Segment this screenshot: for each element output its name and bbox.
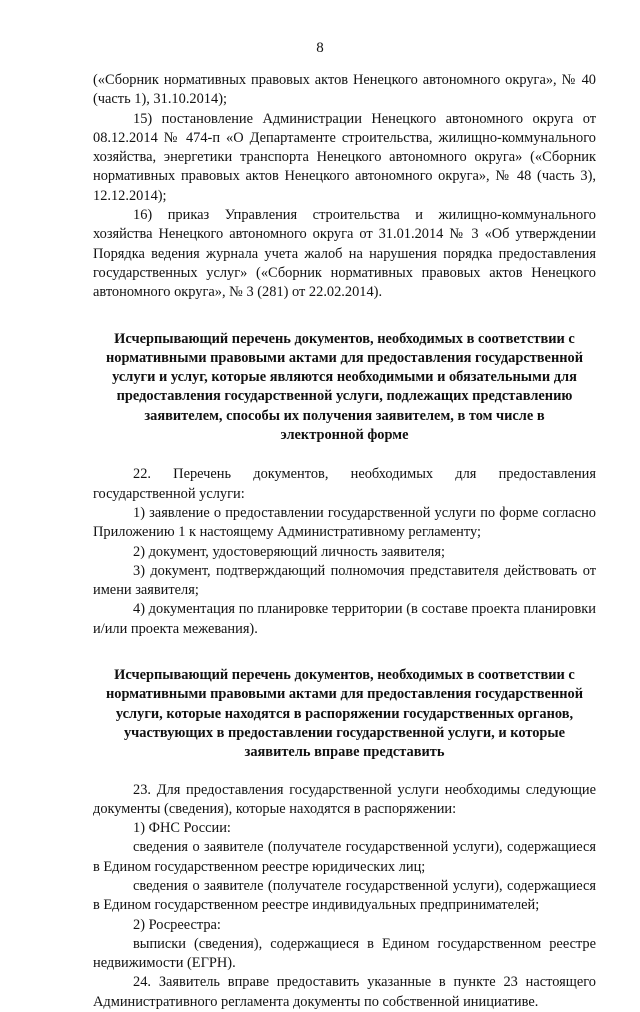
paragraph-24: 24. Заявитель вправе предоставить указанные в пункте 23 настоящего Административного регламента документы по собственной инициативе. bbox=[93, 974, 596, 1010]
paragraph-egrn-extracts: выписки (сведения), содержащиеся в Едином государственном реестре недвижимости (ЕГРН). bbox=[93, 935, 596, 972]
paragraph-22: 22. Перечень документов, необходимых для предоставления государственной услуги: bbox=[93, 466, 596, 502]
list-item-identity-document: 2) документ, удостоверяющий личность заявителя; bbox=[133, 543, 445, 560]
section-heading-required-documents: Исчерпывающий перечень документов, необходимых в соответствии с нормативными правовыми актами для предоставления государственной услуги и услуг, которые являются необходимыми и обязательными для предоставления государственной услуги, подлежащих представлению заявителем, способы их получения заявителем, в том числе в электронной форме bbox=[105, 330, 584, 444]
paragraph-egrip-info: сведения о заявителе (получателе государственной услуги), содержащиеся в Едином государственном реестре индивидуальных предпринимателей; bbox=[93, 877, 596, 914]
section-heading-agency-documents: Исчерпывающий перечень документов, необходимых в соответствии с нормативными правовыми актами для предоставления государственной услуги, которые находятся в распоряжении государственных органов, участвующих в предоставлении государственной услуги, и которые заявитель вправе представить bbox=[105, 667, 584, 761]
list-item-planning-documentation: 4) документация по планировке территории (в составе проекта планировки и/или проекта межевания). bbox=[93, 601, 596, 637]
list-item-authority-document: 3) документ, подтверждающий полномочия представителя действовать от имени заявителя; bbox=[93, 562, 596, 599]
paragraph-citation-continuation: («Сборник нормативных правовых актов Ненецкого автономного округа», № 40 (часть 1), 31.10.2014); bbox=[93, 72, 596, 108]
list-item-application: 1) заявление о предоставлении государственной услуги по форме согласно Приложению 1 к настоящему Административному регламенту; bbox=[93, 504, 596, 541]
list-item-rosreestr: 2) Росреестра: bbox=[133, 916, 221, 933]
paragraph-egrul-info: сведения о заявителе (получателе государственной услуги), содержащиеся в Едином государственном реестре юридических лиц; bbox=[93, 839, 596, 875]
paragraph-item-15: 15) постановление Администрации Ненецкого автономного округа от 08.12.2014 № 474-п «О Департаменте строительства, жилищно-коммунального хозяйства, энергетики транспорта Ненецкого автономного округа» («Сборник нормативных правовых актов Ненецкого автономного округа», № 48 (часть 3), 12.12.2014); bbox=[93, 110, 596, 204]
paragraph-23: 23. Для предоставления государственной услуги необходимы следующие документы (сведения), которые находятся в распоряжении: bbox=[93, 781, 596, 817]
page-content bbox=[93, 71, 596, 1012]
paragraph-item-16: 16) приказ Управления строительства и жилищно-коммунального хозяйства Ненецкого автономного округа от 31.01.2014 № 3 «Об утверждении Порядка ведения журнала учета жалоб на нарушения порядка предоставления государственных услуг» («Сборник нормативных правовых актов Ненецкого автономного округа», № 3 (281) от 22.02.2014). bbox=[93, 207, 596, 301]
page-number: 8 bbox=[316, 40, 324, 56]
list-item-fns: 1) ФНС России: bbox=[133, 820, 231, 837]
